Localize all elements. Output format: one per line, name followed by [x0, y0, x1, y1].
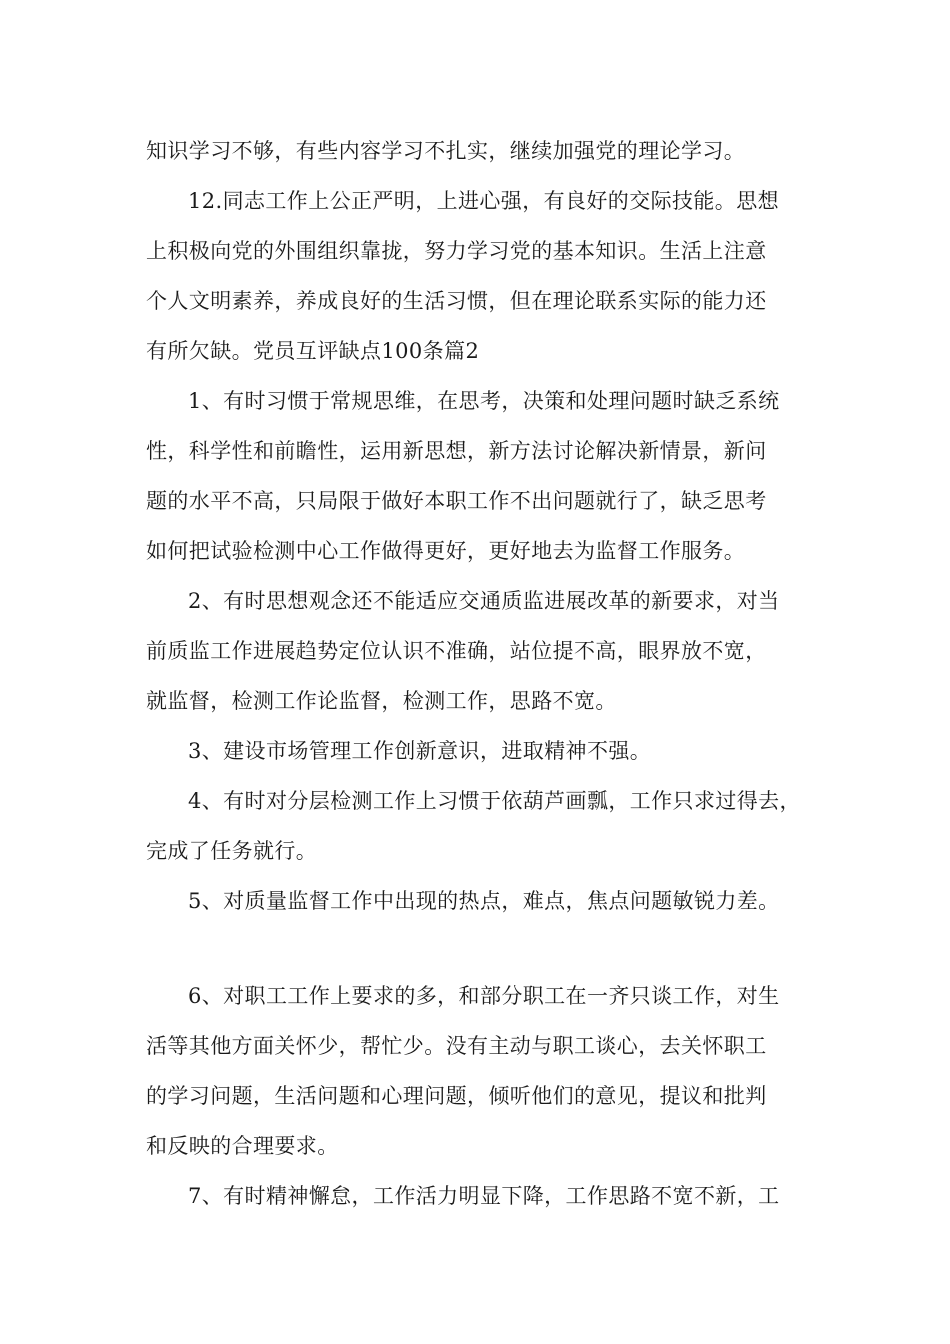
text-line: 就监督，检测工作论监督，检测工作，思路不宽。: [146, 689, 617, 713]
text-line: 的学习问题，生活问题和心理问题，倾听他们的意见，提议和批判: [146, 1084, 767, 1108]
text-line: 和反映的合理要求。: [146, 1134, 339, 1158]
text-line: 性，科学性和前瞻性，运用新思想，新方法讨论解决新情景，新问: [146, 439, 767, 463]
text-line: 活等其他方面关怀少，帮忙少。没有主动与职工谈心，去关怀职工: [146, 1034, 767, 1058]
text-line: 题的水平不高，只局限于做好本职工作不出问题就行了，缺乏思考: [146, 489, 767, 513]
text-line: 有所欠缺。党员互评缺点100条篇2: [146, 339, 480, 363]
text-line: 如何把试验检测中心工作做得更好，更好地去为监督工作服务。: [146, 539, 746, 563]
text-line: 知识学习不够，有些内容学习不扎实，继续加强党的理论学习。: [146, 139, 746, 163]
list-item-3-line: 3、建设市场管理工作创新意识，进取精神不强。: [188, 739, 652, 763]
text-line: 完成了任务就行。: [146, 839, 318, 863]
list-item-1-line: 1、有时习惯于常规思维，在思考，决策和处理问题时缺乏系统: [188, 389, 780, 413]
text-line: 个人文明素养，养成良好的生活习惯，但在理论联系实际的能力还: [146, 289, 767, 313]
paragraph-12-line: 12.同志工作上公正严明，上进心强，有良好的交际技能。思想: [188, 189, 779, 213]
list-item-5-line: 5、对质量监督工作中出现的热点，难点，焦点问题敏锐力差。: [188, 889, 780, 913]
list-item-4-line: 4、有时对分层检测工作上习惯于依葫芦画瓢，工作只求过得去，: [188, 789, 801, 813]
list-item-2-line: 2、有时思想观念还不能适应交通质监进展改革的新要求，对当: [188, 589, 780, 613]
list-item-6-line: 6、对职工工作上要求的多，和部分职工在一齐只谈工作，对生: [188, 984, 780, 1008]
list-item-7-line: 7、有时精神懈怠，工作活力明显下降，工作思路不宽不新，工: [188, 1184, 780, 1208]
text-line: 前质监工作进展趋势定位认识不准确，站位提不高，眼界放不宽，: [146, 639, 767, 663]
text-line: 上积极向党的外围组织靠拢，努力学习党的基本知识。生活上注意: [146, 239, 767, 263]
